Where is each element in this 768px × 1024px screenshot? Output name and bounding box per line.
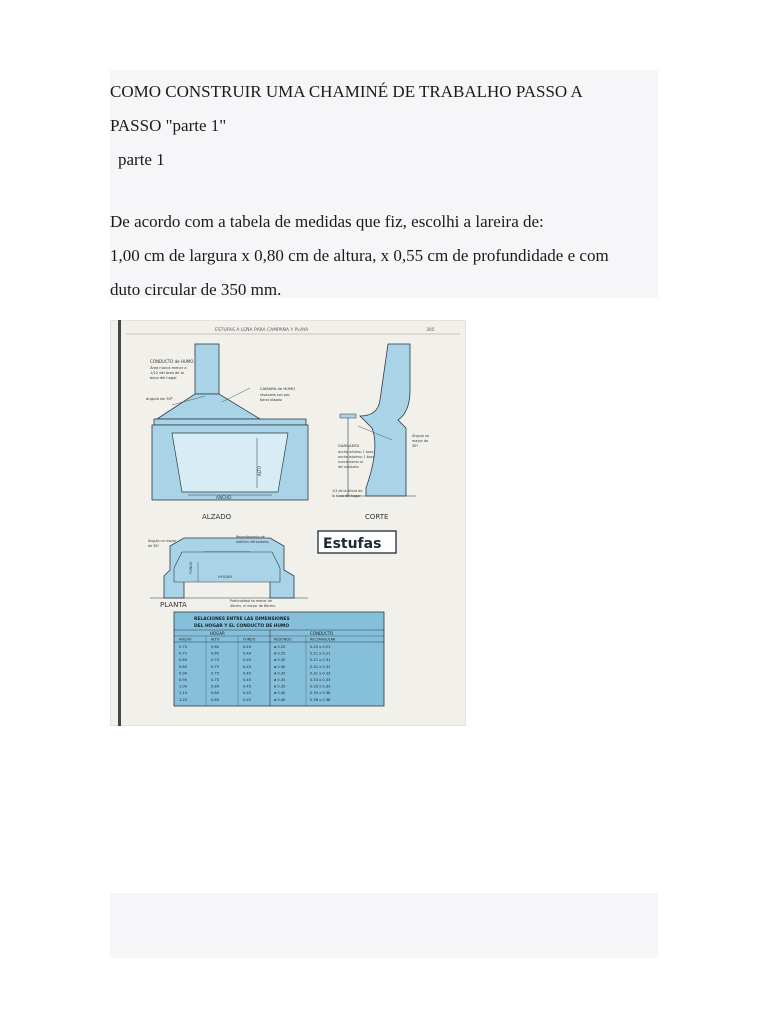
table-cell: ø 0.30 bbox=[274, 658, 286, 663]
table-cell: 0.90 bbox=[179, 671, 188, 676]
table-cell: 0.45 bbox=[243, 691, 252, 696]
table-group-conducto: CONDUCTO bbox=[310, 631, 334, 636]
label-conducto-note-2: 1/12 del área de la bbox=[150, 371, 184, 375]
label-garganta-note-1: ancho mínimo: 1 boca bbox=[338, 450, 374, 454]
table-group-hogar: HOGAR bbox=[210, 631, 225, 636]
label-planta-angulo-2: de 30º bbox=[148, 544, 159, 548]
label-angulo-side-2: mayor de bbox=[412, 439, 429, 443]
table-cell: 0.21 x 0.31 bbox=[310, 658, 331, 663]
table-cell: 0.21 x 0.21 bbox=[310, 651, 331, 656]
next-page-block bbox=[110, 893, 658, 958]
table-cell: 0.80 bbox=[179, 658, 188, 663]
table-cell: 0.20 x 0.21 bbox=[310, 645, 331, 649]
table-cell: 0.75 bbox=[211, 671, 220, 676]
table-cell: ø 0.40 bbox=[274, 697, 286, 702]
table-cell: 0.33 x 0.33 bbox=[310, 684, 331, 689]
label-revestimiento-1: Revestimiento de bbox=[236, 535, 265, 539]
corte-section bbox=[340, 344, 416, 496]
table-cell: ø 0.40 bbox=[274, 691, 286, 696]
document-title-line-2: PASSO "parte 1" bbox=[110, 116, 227, 135]
table-cell: ø 0.25 bbox=[274, 645, 286, 649]
label-camara-note-1: revocada con por- bbox=[260, 393, 291, 397]
label-planta-angulo-1: Ángulo no mayor bbox=[148, 539, 177, 543]
table-cell: 0.85 bbox=[179, 664, 188, 669]
label-corte: CORTE bbox=[365, 513, 389, 521]
table-cell: ø 0.35 bbox=[274, 678, 286, 682]
label-garganta: GARGANTA bbox=[338, 443, 360, 448]
table-cell: 1.20 bbox=[179, 697, 188, 702]
table-cell: 0.45 bbox=[243, 684, 252, 689]
figure-page-number: 305 bbox=[426, 328, 435, 333]
label-estufas: Estufas bbox=[323, 536, 382, 552]
label-garganta-note-4: del conducto bbox=[338, 465, 359, 469]
label-angulo-side-3: 30º bbox=[412, 444, 418, 448]
table-header-cell: FONDO bbox=[243, 637, 256, 642]
table-cell: 0.35 x 0.38 bbox=[310, 691, 331, 696]
table-cell: 0.45 bbox=[243, 697, 252, 702]
table-cell: 0.40 bbox=[243, 651, 252, 656]
table-cell: 0.33 x 0.33 bbox=[310, 678, 331, 682]
table-cell: ø 0.30 bbox=[274, 664, 286, 669]
table-header-cell: REDONDO bbox=[274, 637, 292, 642]
table-cell: 0.75 bbox=[211, 678, 220, 682]
label-alzado: ALZADO bbox=[202, 513, 232, 521]
table-cell: 0.45 bbox=[243, 671, 252, 676]
intro-text-block bbox=[110, 70, 658, 298]
table-cell: 0.80 bbox=[211, 691, 220, 696]
table-cell: 1.00 bbox=[179, 684, 188, 689]
label-ancho: ANCHO bbox=[216, 495, 232, 500]
fireplace-diagram-image bbox=[110, 320, 466, 726]
label-conducto-note-1: Área nunca menor a bbox=[150, 366, 187, 370]
fireplace-diagram bbox=[110, 320, 466, 726]
table-cell: 0.45 bbox=[243, 678, 252, 682]
label-fondo: FONDO bbox=[189, 561, 193, 574]
paragraph-line-3: duto circular de 350 mm. bbox=[110, 280, 282, 299]
table-cell: 0.40 bbox=[243, 658, 252, 663]
table-cell: ø 0.25 bbox=[274, 651, 286, 656]
label-conducto: CONDUCTO de HUMO bbox=[150, 359, 194, 364]
label-camara-note-2: tland alisado bbox=[260, 398, 282, 402]
label-planta: PLANTA bbox=[160, 601, 187, 609]
label-altura-note-1: 1/3 de la altura de bbox=[332, 489, 363, 493]
table-cell: 1.10 bbox=[179, 691, 188, 696]
label-hogar: HOGAR bbox=[218, 574, 233, 579]
label-conducto-note-3: boca del hogar bbox=[150, 376, 177, 380]
table-cell: 0.65 bbox=[211, 651, 220, 656]
table-cell: 0.45 bbox=[243, 664, 252, 669]
table-title-1: RELACIONES ENTRE LAS DIMENSIONES bbox=[194, 617, 290, 622]
label-angulo-side-1: Ángulo no bbox=[412, 434, 430, 438]
table-title-2: DEL HOGAR Y EL CONDUCTO DE HUMO bbox=[194, 624, 290, 629]
label-angulo: ángulo de 30º bbox=[146, 396, 173, 401]
table-header-cell: ALTO bbox=[211, 637, 220, 642]
label-garganta-note-2: ancho máximo: 1 boca bbox=[338, 455, 375, 459]
label-profundidad-1: Profundidad no menor de bbox=[230, 599, 272, 603]
table-cell: 0.38 x 0.38 bbox=[310, 697, 331, 702]
table-cell: 0.31 x 0.33 bbox=[310, 671, 331, 676]
document-title-line-1: COMO CONSTRUIR UMA CHAMINÉ DE TRABALHO PASSO A bbox=[110, 82, 583, 101]
table-cell: ø 0.35 bbox=[274, 671, 286, 676]
table-cell: ø 0.35 bbox=[274, 684, 286, 689]
table-cell: 0.70 bbox=[179, 645, 188, 649]
table-cell: 0.85 bbox=[211, 697, 220, 702]
table-cell: 0.31 x 0.31 bbox=[310, 664, 331, 669]
table-cell: 0.60 bbox=[211, 645, 220, 649]
paragraph-line-1: De acordo com a tabela de medidas que fiz, escolhi a lareira de: bbox=[110, 212, 544, 231]
table-cell: 0.75 bbox=[179, 651, 188, 656]
label-garganta-note-3: nunca menor al bbox=[338, 460, 363, 464]
figure-header: ESTUFAS A LEÑA PARA CAMPAÑA Y PLAYA bbox=[215, 328, 309, 333]
label-camara: CAMARA de HUMO bbox=[260, 386, 296, 391]
document-subtitle: parte 1 bbox=[118, 150, 165, 169]
paragraph-line-2: 1,00 cm de largura x 0,80 cm de altura, x 0,55 cm de profundidade e com bbox=[110, 246, 609, 265]
table-header-cell: ANCHO bbox=[179, 637, 192, 642]
book-spine-shadow bbox=[118, 320, 121, 726]
label-altura-note-2: la boca del hogar bbox=[332, 494, 361, 498]
label-profundidad-2: 40cms. ni mayor de 60cms. bbox=[230, 604, 276, 608]
table-cell: 0.80 bbox=[211, 684, 220, 689]
table-header-cell: RECTANGULAR bbox=[310, 637, 336, 642]
table-cell: 0.95 bbox=[179, 678, 188, 682]
label-revestimiento-2: ladrillos refractarios bbox=[236, 540, 269, 544]
table-cell: 0.40 bbox=[243, 645, 252, 649]
planta-plan bbox=[150, 538, 308, 598]
table-cell: 0.75 bbox=[211, 664, 220, 669]
table-cell: 0.70 bbox=[211, 658, 220, 663]
label-alto: ALTO bbox=[257, 465, 262, 476]
